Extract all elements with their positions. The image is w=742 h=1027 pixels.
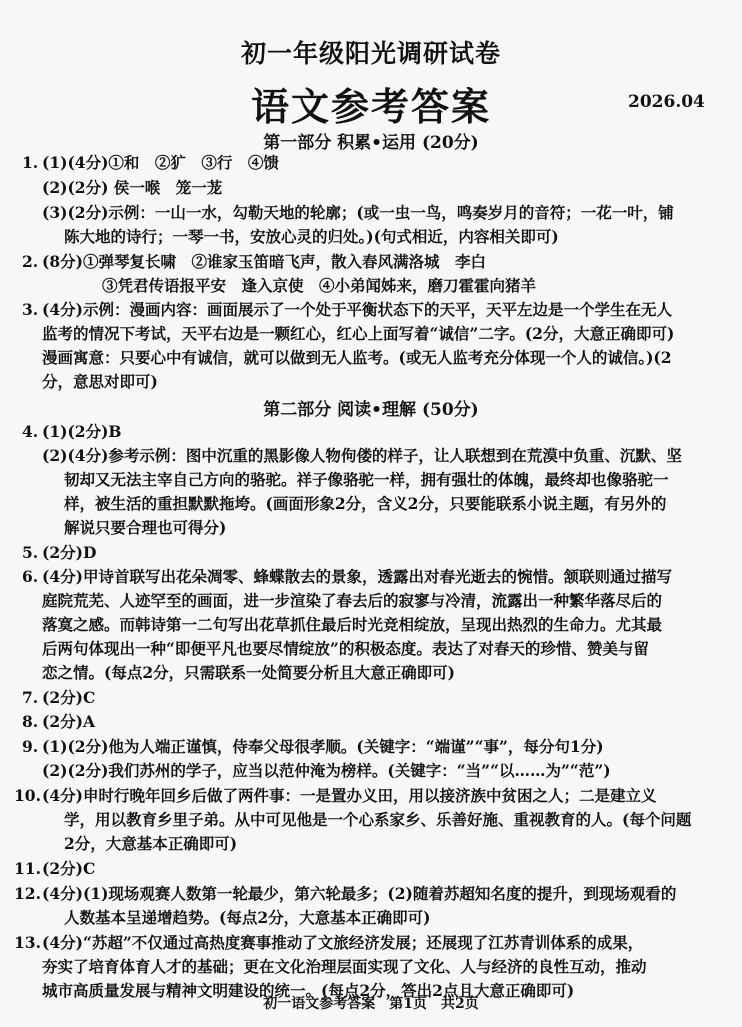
answer-line: 解说只要合理也可得分)	[64, 518, 227, 537]
answer-line: 城市高质量发展与精神文明建设的统一。(每点2分，答出2点且大意正确即可)	[42, 981, 575, 1000]
section-heading-part2: 第二部分 阅读•理解 (50分)	[263, 400, 479, 420]
question-number: 2.	[22, 252, 39, 271]
question-number: 5.	[22, 543, 39, 562]
answer-line: (2分)A	[42, 712, 95, 731]
question-number: 6.	[22, 567, 39, 586]
answer-line: 庭院荒芜、人迹罕至的画面，进一步渲染了春去后的寂寥与冷清，流露出一种繁华落尽后的	[42, 591, 663, 610]
answer-line: 陈大地的诗行；一琴一书，安放心灵的归处。)(句式相近，内容相关即可)	[64, 227, 559, 246]
question-number: 10.	[14, 786, 41, 805]
answer-line: 学，用以教育乡里子弟。从中可见他是一个心系家乡、乐善好施、重视教育的人。(每个问题	[64, 810, 692, 829]
answer-line: 恋之情。(每点2分，只需联系一处简要分析且大意正确即可)	[42, 663, 455, 682]
question-number: 7.	[22, 688, 39, 707]
answer-line: (4分)示例：漫画内容：画面展示了一个处于平衡状态下的天平，天平左边是一个学生在无人	[42, 300, 672, 319]
section-heading-part1: 第一部分 积累•运用 (20分)	[263, 133, 479, 153]
question-number: 12.	[14, 884, 41, 903]
answer-line: (4分)(1)现场观赛人数第一轮最少，第六轮最多；(2)随着苏超知名度的提升，到现场观看的	[42, 884, 677, 903]
answer-line: (1)(2分)他为人端正谨慎，侍奉父母很孝顺。(关键字：“端谨”“事”，每分句1分)	[42, 737, 604, 756]
answer-line: (2)(4分)参考示例：图中沉重的黑影像人物佝偻的样子，让人联想到在荒漠中负重、沉默、坚	[42, 446, 682, 465]
answer-line: (4分)申时行晚年回乡后做了两件事：一是置办义田，用以接济族中贫困之人；二是建立义	[42, 786, 657, 805]
question-number: 13.	[14, 933, 41, 952]
answer-line: (2分)C	[42, 688, 96, 707]
answer-line: 样，被生活的重担默默拖垮。(画面形象2分，含义2分，只要能联系小说主题，有另外的	[64, 494, 667, 513]
answer-line: (2分)D	[42, 543, 97, 562]
answer-line: (4分)“苏超”不仅通过高热度赛事推动了文旅经济发展；还展现了江苏青训体系的成果，	[42, 933, 644, 952]
answer-line: (3)(2分)示例：一山一水，勾勒天地的轮廓；(或一虫一鸟，鸣奏岁月的音符；一花一叶，铺	[42, 203, 674, 222]
answer-line: 漫画寓意：只要心中有诚信，就可以做到无人监考。(或无人监考充分体现一个人的诚信。)(2	[42, 348, 672, 367]
answer-line: 人数基本呈递增趋势。(每点2分，大意基本正确即可)	[64, 908, 431, 927]
answer-line: 分，意思对即可)	[42, 372, 158, 391]
question-number: 4.	[22, 422, 39, 441]
answer-line: (8分)①弹琴复长啸 ②谁家玉笛暗飞声，散入春风满洛城 李白	[42, 252, 486, 271]
answer-line: 韧却又无法主宰自己方向的骆驼。祥子像骆驼一样，拥有强壮的体魄，最终却也像骆驼一	[64, 470, 669, 489]
answer-line: ③凭君传语报平安 逢入京使 ④小弟闻姊来，磨刀霍霍向猪羊	[102, 276, 537, 295]
exam-title: 初一年级阳光调研试卷	[240, 39, 501, 68]
answer-line: (1)(2分)B	[42, 422, 122, 441]
answer-key-title: 语文参考答案	[250, 84, 491, 129]
question-number: 8.	[22, 712, 39, 731]
answer-line: 2分，大意基本正确即可)	[64, 834, 238, 853]
answer-line: (2)(2分) 侯一喉 笼一茏	[42, 178, 223, 197]
answer-line: (2分)C	[42, 859, 96, 878]
page-footer: 初一语文参考答案 第1页 共2页	[263, 996, 479, 1012]
answer-line: 监考的情况下考试，天平右边是一颗红心，红心上面写着“诚信”二字。(2分，大意正确即可)	[42, 324, 675, 343]
question-number: 3.	[22, 300, 39, 319]
answer-line: 落寞之感。而韩诗第一二句写出花草抓住最后时光竞相绽放，呈现出热烈的生命力。尤其最	[42, 615, 663, 634]
answer-line: (4分)甲诗首联写出花朵凋零、蜂蝶散去的景象，透露出对春光逝去的惋惜。颔联则通过描写	[42, 567, 672, 586]
question-number: 9.	[22, 737, 39, 756]
exam-date: 2026.04	[628, 92, 705, 112]
answer-line: 后两句体现出一种“即便平凡也要尽情绽放”的积极态度。表达了对春天的珍惜、赞美与留	[42, 639, 649, 658]
answer-line: (2)(2分)我们苏州的学子，应当以范仲淹为榜样。(关键字：“当”“以……为”“范”)	[42, 761, 611, 780]
question-number: 11.	[14, 859, 41, 878]
answer-line: 夯实了培育体育人才的基础；更在文化治理层面实现了文化、人与经济的良性互动，推动	[42, 957, 647, 976]
answer-line: (1)(4分)①和 ②犷 ③行 ④馈	[42, 153, 279, 172]
question-number: 1.	[22, 153, 39, 172]
